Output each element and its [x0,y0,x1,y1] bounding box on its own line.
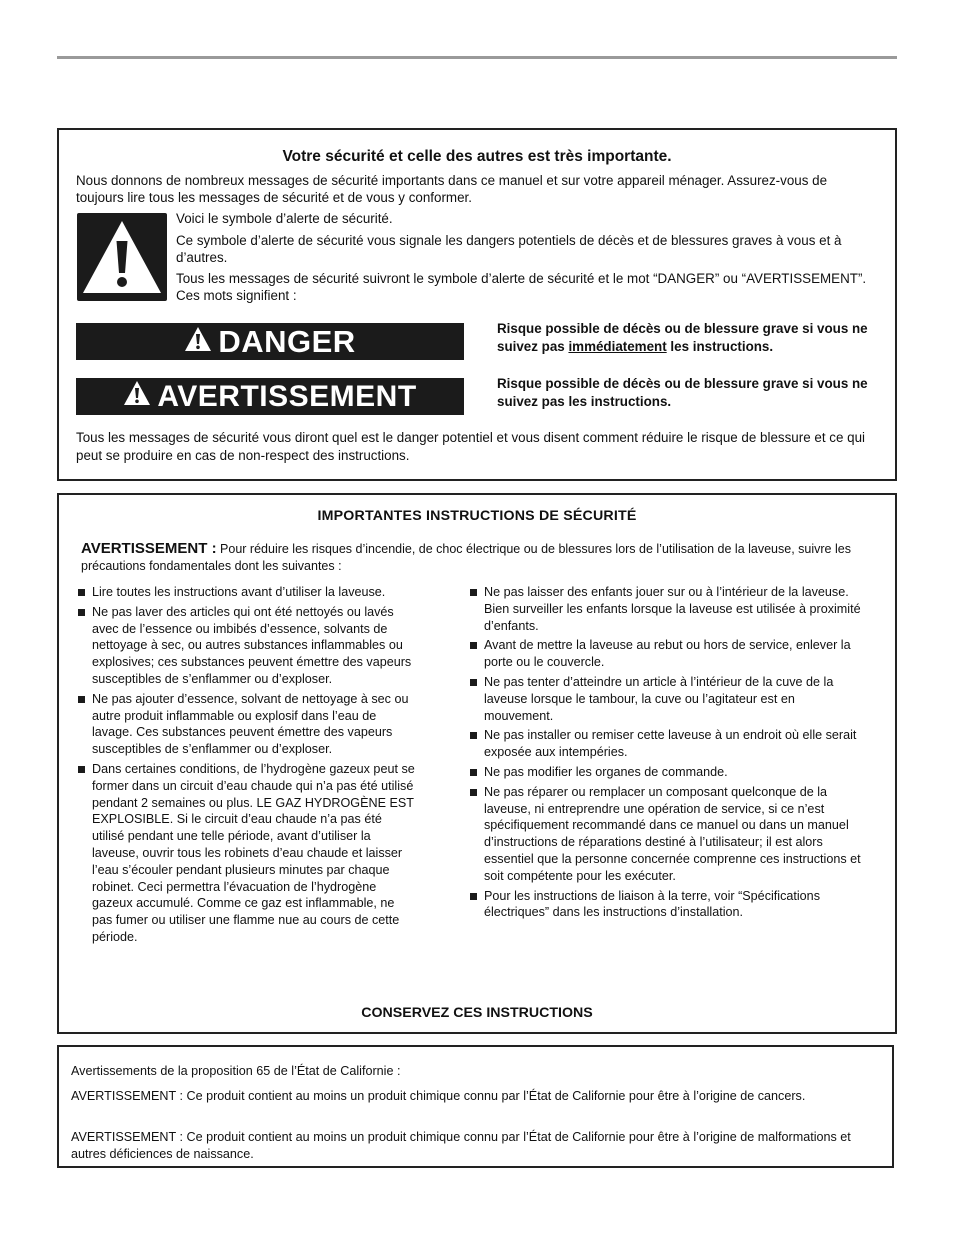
list-item: Ne pas modifier les organes de commande. [469,764,864,781]
prop65-warning-birth-defects: AVERTISSEMENT : Ce produit contient au moins un produit chimique connu par l’État de Californie pour être à l’origine de malformations et autres déficiences de naissance. [71,1130,851,1161]
safety-intro-box [57,128,897,481]
list-item: Lire toutes les instructions avant d’utiliser la laveuse. [77,584,417,601]
warning-triangle-icon [184,324,212,360]
safety-instructions-box [57,493,897,1034]
symbol-line-1: Voici le symbole d’alerte de sécurité. [176,211,393,226]
safety-footer-text: Tous les messages de sécurité vous diront quel est le danger potentiel et vous disent comment réduire le risque de blessure et ce qui peut se produire en cas de non-respect des instructions. [76,430,866,463]
instructions-right-list [469,584,864,924]
warning-description: Risque possible de décès ou de blessure grave si vous ne suivez pas les instructions. [497,376,868,409]
symbol-line-2: Ce symbole d’alerte de sécurité vous signale les dangers potentiels de décès et de blessures graves à vous et à d’autres. [176,233,842,265]
list-item: Ne pas réparer ou remplacer un composant quelconque de la laveuse, ni entreprendre une opération de service, si ce n’est spécifiquement recommandé dans ce manuel ou dans un manuel d’instructions de réparations destiné à l’utilisateur; il est alors essentiel que la personne concernée comprenne ces instructions et soit compétente pour les exécuter. [469,784,864,885]
safety-title: Votre sécurité et celle des autres est très importante. [282,148,672,165]
prop65-warning-cancer: AVERTISSEMENT : Ce produit contient au moins un produit chimique connu par l’État de Californie pour être à l’origine de cancers. [71,1089,806,1103]
danger-banner [76,323,464,360]
list-item: Ne pas laisser des enfants jouer sur ou à l’intérieur de la laveuse. Bien surveiller les enfants lorsque la laveuse est utilisée à proximité d’enfants. [469,584,864,634]
list-item: Ne pas ajouter d’essence, solvant de nettoyage à sec ou autre produit inflammable ou explosif dans l’eau de lavage. Ces substances peuvent émettre des vapeurs susceptibles de s’enflammer ou d’exploser. [77,691,417,758]
safety-intro-text: Nous donnons de nombreux messages de sécurité importants dans ce manuel et sur votre appareil ménager. Assurez-vous de toujours lire tous les messages de sécurité et de vous y conformer. [76,173,828,205]
instructions-left-list [77,584,417,949]
prop65-box [57,1045,894,1168]
list-item: Avant de mettre la laveuse au rebut ou hors de service, enlever la porte ou le couvercle. [469,637,864,671]
list-item: Pour les instructions de liaison à la terre, voir “Spécifications électriques” dans les instructions d’installation. [469,888,864,922]
instructions-intro: AVERTISSEMENT : Pour réduire les risques d’incendie, de choc électrique ou de blessures lors de l’utilisation de la laveuse, suivre les précautions fondamentales dont les suivantes : [81,540,851,573]
symbol-line-3: Tous les messages de sécurité suivront le symbole d’alerte de sécurité et le mot “DANGER” ou “AVERTISSEMENT”. Ces mots signifient : [176,271,867,303]
warning-banner [76,378,464,415]
list-item: Ne pas laver des articles qui ont été nettoyés ou lavés avec de l’essence ou imbibés d’essence, solvants de nettoyage à sec, ou autres substances inflammables ou explosives; ces substances peuvent émettre des vapeurs susceptibles de s’enflammer ou d’exploser. [77,604,417,688]
save-instructions-text: CONSERVEZ CES INSTRUCTIONS [361,1005,593,1021]
list-item: Ne pas tenter d’atteindre un article à l’intérieur de la cuve de la laveuse lorsque le tambour, la cuve ou l’agitateur est en mouvement. [469,674,864,724]
list-item: Dans certaines conditions, de l’hydrogène gazeux peut se former dans un circuit d’eau chaude qui n’a pas été utilisé pendant 2 semaines ou plus. LE GAZ HYDROGÈNE EST EXPLOSIBLE. Si le circuit d’eau chaude n’a pas été utilisé pendant une telle période, avant d’utiliser la laveuse, ouvrir tous les robinets d’eau chaude et laisser l’eau s’écouler pendant plusieurs minutes par chaque robinet. Ceci permettra l’évacuation de l’hydrogène gazeux accumulé. Comme ce gaz est inflammable, ne pas fumer ou utiliser une flamme nue au cours de cette période. [77,761,417,946]
danger-description: Risque possible de décès ou de blessure grave si vous ne suivez pas immédiatement les instructions. [497,321,868,354]
safety-alert-icon [77,213,167,301]
top-divider [57,56,897,59]
warning-triangle-icon [123,380,151,414]
list-item: Ne pas installer ou remiser cette laveuse à un endroit où elle serait exposée aux intempéries. [469,727,864,761]
danger-label: DANGER [218,323,356,359]
instructions-title: IMPORTANTES INSTRUCTIONS DE SÉCURITÉ [317,508,637,524]
warning-label: AVERTISSEMENT [157,379,417,413]
prop65-heading: Avertissements de la proposition 65 de l’État de Californie : [71,1064,401,1078]
